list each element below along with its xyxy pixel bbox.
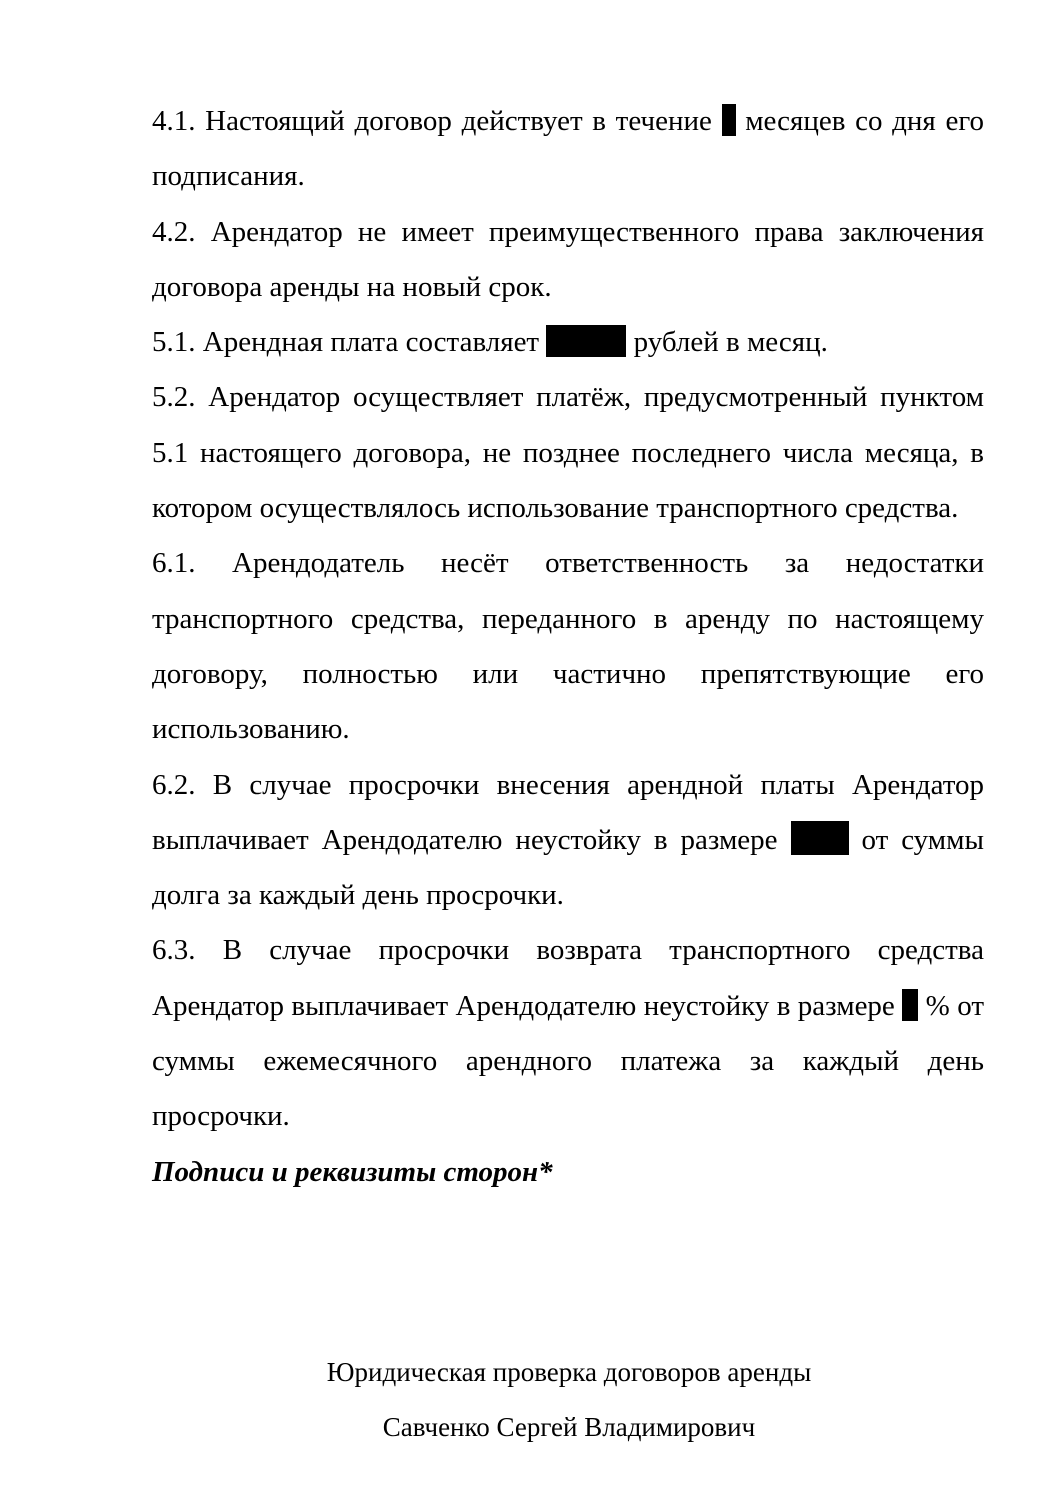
footer [0, 1345, 1060, 1455]
document-body [152, 94, 984, 1200]
clause-4-1-text-after: месяцев со дня его подписания. [152, 105, 984, 193]
clause-5-1 [152, 315, 984, 370]
clause-5-1-text-after: рублей в месяц. [626, 326, 828, 359]
redaction-block-rent-amount [546, 325, 626, 357]
clause-6-3-text-before: 6.3. В случае просрочки возврата транспортного средства Арендатор выплачивает Арендодателю неустойку в размере [152, 934, 984, 1022]
clause-6-2-text-before: 6.2. В случае просрочки внесения арендной платы Арендатор выплачивает Арендодателю неустойку в размере [152, 768, 984, 856]
clause-4-1-text-before: 4.1. Настоящий договор действует в течение [152, 105, 722, 137]
redaction-block-percent [902, 989, 918, 1021]
clause-5-2: 5.2. Арендатор осуществляет платёж, предусмотренный пунктом 5.1 настоящего договора, не позднее последнего числа месяца, в котором осуществлялось использование транспортного средства. [152, 381, 984, 525]
footer-author-name: Савченко Сергей Владимирович [382, 1412, 756, 1442]
redaction-block-penalty-rate [791, 821, 849, 855]
signatures-heading: Подписи и реквизиты сторон* [152, 1155, 553, 1188]
clause-6-3 [152, 923, 984, 1144]
clause-4-2: 4.2. Арендатор не имеет преимущественного права заключения договора аренды на новый срок. [152, 215, 984, 303]
clause-6-1: 6.1. Арендодатель несёт ответственность за недостатки транспортного средства, переданного в аренду по настоящему договору, полностью или частично препятствующие его использованию. [152, 547, 984, 746]
clause-4-1 [152, 94, 984, 205]
clause-6-2-text-after: от суммы долга за каждый день просрочки. [152, 823, 984, 912]
redaction-block-months [722, 104, 736, 136]
clause-5-1-text-before: 5.1. Арендная плата составляет [152, 326, 547, 359]
clause-6-3-text-after: % от суммы ежемесячного арендного платежа за каждый день просрочки. [152, 989, 984, 1133]
footer-service-line: Юридическая проверка договоров аренды [326, 1357, 812, 1387]
clause-6-2 [152, 758, 984, 924]
